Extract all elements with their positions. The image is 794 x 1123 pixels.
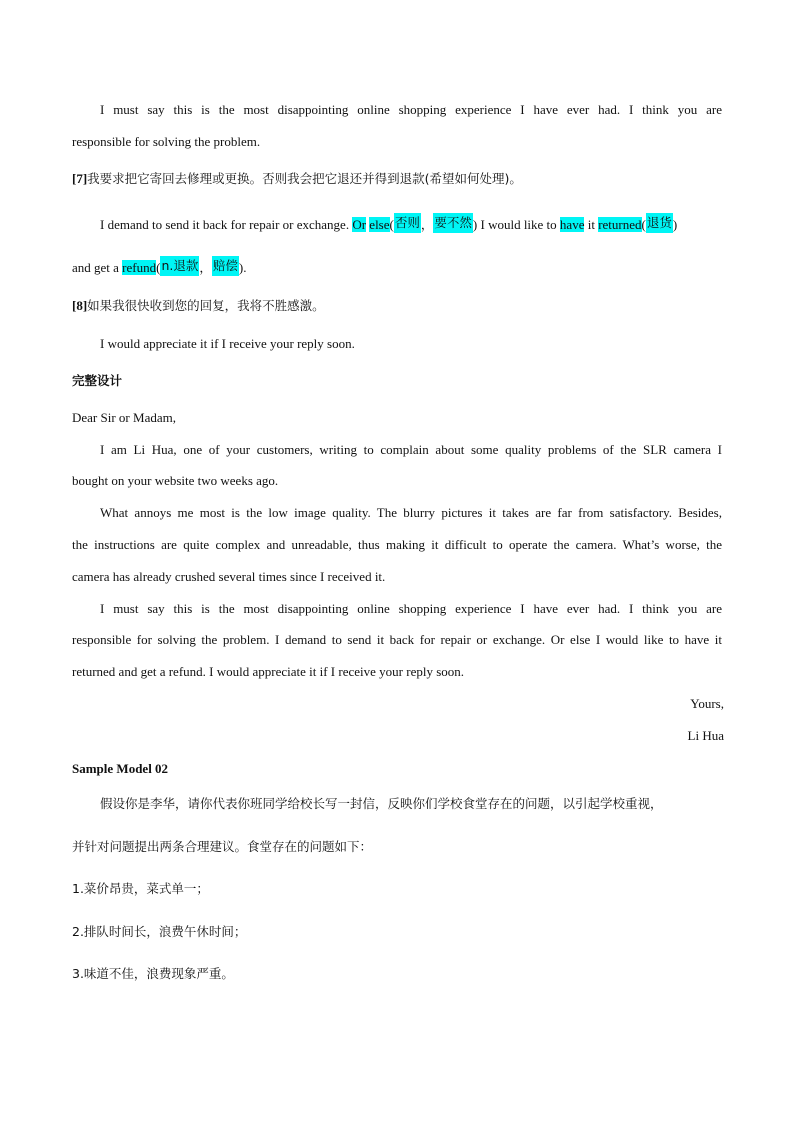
highlight-or: Or (352, 217, 367, 232)
sentence-8: I would appreciate it if I receive your reply soon. (100, 336, 355, 351)
paragraph-line: I must say this is the most disappointing online shopping experience I have ever had. I think you are (100, 102, 722, 117)
comma: ， (199, 260, 212, 275)
letter-line: I am Li Hua, one of your customers, writing to complain about some quality problems of the SLR camera I (100, 442, 722, 457)
letter-line: the instructions are quite complex and unreadable, thus making it difficult to operate the camera. What’s worse, the (72, 537, 722, 552)
item-number: [7] (72, 171, 88, 186)
paren: ( (156, 260, 161, 275)
highlighted-sentence (72, 213, 677, 234)
highlighted-sentence-cont (72, 256, 246, 277)
section-heading: 完整设计 (72, 373, 123, 388)
highlight-refund: refund (122, 260, 157, 275)
letter-closing: Yours, (690, 696, 724, 711)
task-intro-line: 并针对问题提出两条合理建议。食堂存在的问题如下： (72, 839, 373, 854)
highlight-returned: returned (598, 217, 642, 232)
sentence-text: and get a (72, 260, 123, 275)
highlight-note: 否则 (394, 213, 421, 233)
highlight-note: 退货 (646, 213, 673, 233)
paragraph-line: responsible for solving the problem. (72, 134, 261, 149)
salutation: Dear Sir or Madam, (72, 410, 176, 425)
task-intro-line: 假设你是李华，请你代表你班同学给校长写一封信，反映你们学校食堂存在的问题，以引起学校重视， (100, 796, 663, 811)
highlight-have: have (559, 217, 585, 232)
item-chinese-text: 如果我很快收到您的回复，我将不胜感激。 (87, 298, 325, 313)
problem-item: 3.味道不佳，浪费现象严重。 (72, 966, 234, 981)
letter-line: responsible for solving the problem. I demand to send it back for repair or exchange. Or else I would like to have it (72, 632, 722, 647)
highlight-note: 要不然 (433, 213, 473, 233)
highlight-note: 赔偿 (212, 256, 239, 276)
sentence-text: it (584, 217, 599, 232)
item-7 (72, 170, 522, 188)
sentence-text: I demand to send it back for repair or exchange. (100, 217, 353, 232)
section-heading: Sample Model 02 (72, 761, 169, 776)
problem-item: 1.菜价昂贵，菜式单一； (72, 881, 209, 896)
sentence-text: ). (238, 260, 247, 275)
item-number: [8] (72, 298, 88, 313)
highlight-else: else (369, 217, 390, 232)
letter-line: camera has already crushed several times since I received it. (72, 569, 386, 584)
paren: ) (672, 217, 678, 232)
letter-line: returned and get a refund. I would appreciate it if I receive your reply soon. (72, 664, 465, 679)
letter-line: I must say this is the most disappointing online shopping experience I have ever had. I think you are (100, 601, 722, 616)
paren: ( (641, 217, 646, 232)
letter-line: What annoys me most is the low image quality. The blurry pictures it takes are far from satisfactory. Besides, (100, 505, 722, 520)
problem-item: 2.排队时间长，浪费午休时间； (72, 924, 247, 939)
item-8 (72, 297, 325, 315)
letter-signature: Li Hua (687, 728, 724, 743)
comma: ， (420, 217, 434, 232)
paren: ( (389, 217, 394, 232)
highlight-note: n.退款 (160, 256, 199, 276)
sentence-text: ) I would like to (472, 217, 560, 232)
letter-line: bought on your website two weeks ago. (72, 473, 279, 488)
item-chinese-text: 我要求把它寄回去修理或更换。否则我会把它退还并得到退款(希望如何处理)。 (87, 171, 522, 186)
